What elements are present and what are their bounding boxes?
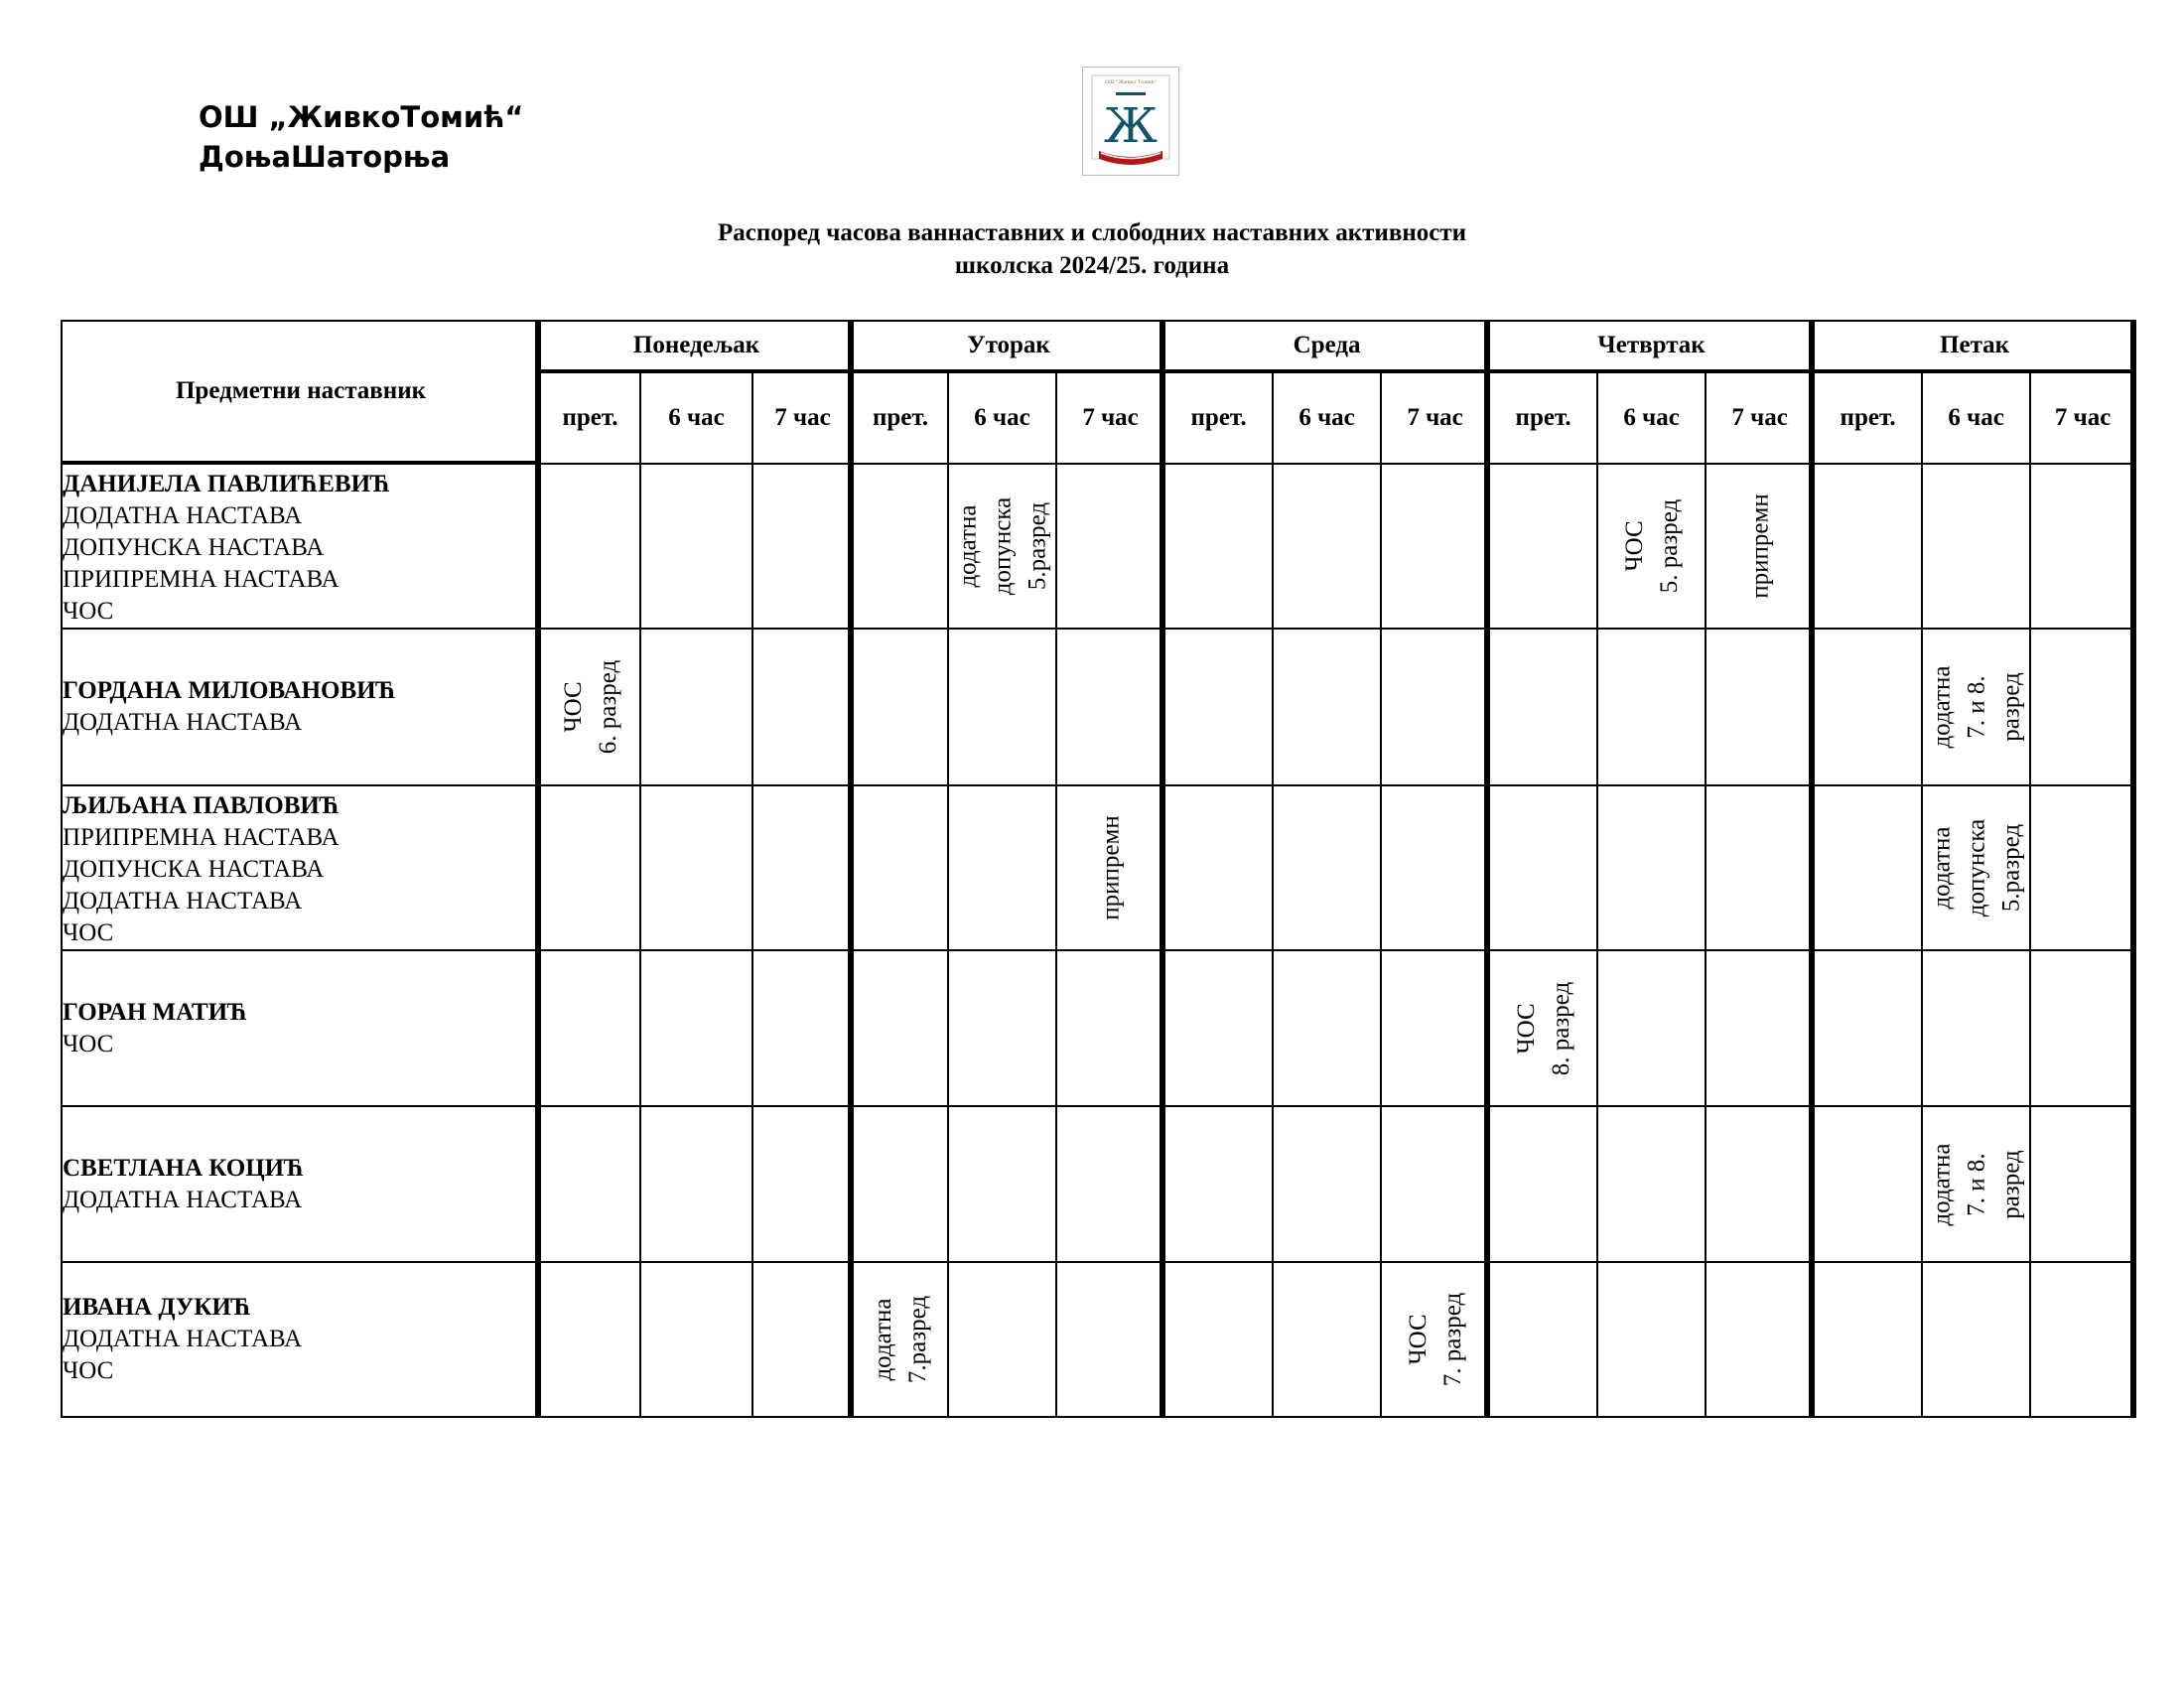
schedule-cell [1057, 1107, 1165, 1263]
teacher-activity: ДОДАТНА НАСТАВА [63, 888, 303, 914]
schedule-cell [1815, 951, 1923, 1107]
teacher-activity: ЧОС [63, 919, 114, 946]
period-header: 6 час [949, 373, 1057, 465]
schedule-cell [1598, 630, 1706, 786]
schedule-cell [2031, 1107, 2136, 1263]
school-name [199, 97, 524, 177]
teacher-activity: ДОДАТНА НАСТАВА [63, 1186, 303, 1213]
period-header: 6 час [1274, 373, 1382, 465]
schedule-entry-line: 8. разред [1547, 981, 1574, 1075]
schedule-entry-line: додатна [954, 504, 982, 588]
teacher-name: ИВАНА ДУКИЋ [63, 1294, 251, 1321]
schedule-cell [1057, 465, 1165, 630]
schedule-entry-line: ЧОС [1620, 520, 1648, 572]
schedule-cell [1274, 465, 1382, 630]
schedule-cell [854, 951, 949, 1107]
schedule-cell [1815, 1107, 1923, 1263]
schedule-cell [1490, 786, 1598, 951]
schedule-entry-line: 5. разред [1655, 498, 1683, 594]
schedule-entry-line: 5.разред [1997, 823, 2025, 913]
schedule-cell [1490, 1107, 1598, 1263]
schedule-cell [1274, 1107, 1382, 1263]
schedule-entry [1924, 1143, 2028, 1225]
day-header: Петак [1815, 322, 2136, 373]
schedule-cell [1382, 630, 1490, 786]
schedule-cell [541, 465, 641, 630]
schedule-entry-line: 6. разред [594, 659, 621, 755]
teacher-activity: ДОПУНСКА НАСТАВА [63, 534, 325, 561]
schedule-cell [753, 951, 854, 1107]
schedule-entry [1924, 819, 2028, 916]
schedule-cell [949, 951, 1057, 1107]
teacher-cell [63, 465, 541, 630]
teacher-activity: ЧОС [63, 1357, 114, 1384]
schedule-entry-line: 7.разред [904, 1295, 932, 1384]
schedule-entry-line: разред [1997, 672, 2025, 742]
schedule-cell [1923, 786, 2031, 951]
schedule-cell [1815, 465, 1923, 630]
schedule-cell [753, 1263, 854, 1418]
schedule-entry-line: припремн [1746, 493, 1774, 599]
schedule-cell [1490, 1263, 1598, 1418]
schedule-cell [1382, 1263, 1490, 1418]
schedule-cell [641, 465, 753, 630]
schedule-cell [1165, 465, 1274, 630]
schedule-cell [541, 1107, 641, 1263]
period-header: прет. [854, 373, 949, 465]
schedule-cell [1923, 1263, 2031, 1418]
teacher-activity: ДОПУНСКА НАСТАВА [63, 856, 325, 883]
schedule-cell [1274, 1263, 1382, 1418]
schedule-cell [2031, 630, 2136, 786]
schedule-cell [1490, 630, 1598, 786]
schedule-cell [1382, 951, 1490, 1107]
schedule-cell [1598, 951, 1706, 1107]
teacher-cell [63, 630, 541, 786]
period-header: 6 час [1598, 373, 1706, 465]
schedule-cell [1165, 1263, 1274, 1418]
schedule-cell [1274, 786, 1382, 951]
schedule-cell [1923, 951, 2031, 1107]
table-row [63, 786, 2136, 951]
schedule-entry-line: ЧОС [559, 681, 587, 733]
teacher-activity: ПРИПРЕМНА НАСТАВА [63, 824, 340, 851]
schedule-cell [541, 951, 641, 1107]
table-row [63, 630, 2136, 786]
schedule-cell [854, 1107, 949, 1263]
schedule-cell [1165, 951, 1274, 1107]
teacher-column-header: Предметни наставник [63, 322, 541, 465]
schedule-cell [1490, 465, 1598, 630]
table-row [63, 465, 2136, 630]
table-row [63, 1107, 2136, 1263]
schedule-cell [949, 1263, 1057, 1418]
schedule-entry-line: ЧОС [1404, 1314, 1432, 1365]
schedule-cell [1490, 951, 1598, 1107]
schedule-entry-line: 7. и 8. [1963, 1152, 1990, 1216]
day-header: Среда [1165, 322, 1490, 373]
schedule-cell [1382, 786, 1490, 951]
schedule-cell [1165, 786, 1274, 951]
schedule-entry [1401, 1293, 1470, 1386]
schedule-entry [1742, 493, 1777, 598]
teacher-activity: ЧОС [63, 1030, 114, 1057]
schedule-cell [1382, 465, 1490, 630]
schedule-cell [1706, 630, 1815, 786]
schedule-cell [949, 465, 1057, 630]
schedule-cell [1165, 1107, 1274, 1263]
schedule-cell [2031, 465, 2136, 630]
schedule-entry-line: припремн [1097, 815, 1125, 920]
schedule-entry-line: 7. разред [1438, 1292, 1466, 1387]
schedule-entry [1924, 665, 2028, 748]
schedule-entry-line: ЧОС [1512, 1002, 1540, 1055]
schedule-cell [1165, 630, 1274, 786]
schedule-cell [1274, 630, 1382, 786]
teacher-activity: ДОДАТНА НАСТАВА [63, 1326, 303, 1352]
schedule-table [61, 320, 2136, 1418]
schedule-entry-line: додатна [1928, 826, 1956, 910]
teacher-cell [63, 1263, 541, 1418]
title-line1: Распоред часова ваннаставних и слободних наставних активности [717, 219, 1467, 246]
schedule-cell [1815, 630, 1923, 786]
schedule-entry-line: 5.разред [1024, 501, 1051, 591]
schedule-cell [854, 630, 949, 786]
schedule-cell [1815, 786, 1923, 951]
period-header: 7 час [2031, 373, 2136, 465]
schedule-cell [1923, 1107, 2031, 1263]
schedule-cell [641, 786, 753, 951]
teacher-name: ГОРДАНА МИЛОВАНОВИЋ [63, 677, 396, 704]
schedule-entry-line: допунска [1963, 818, 1990, 917]
teacher-cell [63, 1107, 541, 1263]
school-name-line2: ДоњаШаторња [199, 140, 451, 174]
day-header: Четвртак [1490, 322, 1815, 373]
schedule-cell [641, 1107, 753, 1263]
teacher-activity: ЧОС [63, 598, 114, 625]
schedule-cell [1706, 786, 1815, 951]
schedule-cell [1598, 1263, 1706, 1418]
school-name-line1: ОШ „ЖивкоТомић“ [199, 100, 524, 134]
schedule-cell [753, 786, 854, 951]
schedule-cell [854, 786, 949, 951]
schedule-cell [753, 1107, 854, 1263]
schedule-entry [1617, 499, 1687, 593]
schedule-cell [1706, 1263, 1815, 1418]
schedule-cell [949, 1107, 1057, 1263]
teacher-activity: ДОДАТНА НАСТАВА [63, 709, 303, 736]
schedule-entry-line: допунска [989, 496, 1017, 596]
teacher-name: ГОРАН МАТИЋ [63, 998, 248, 1026]
schedule-cell [1706, 951, 1815, 1107]
schedule-cell [1706, 465, 1815, 630]
schedule-cell [1057, 1263, 1165, 1418]
day-header: Понедељак [541, 322, 854, 373]
schedule-cell [641, 951, 753, 1107]
schedule-cell [641, 630, 753, 786]
period-header: 6 час [641, 373, 753, 465]
period-header: прет. [1815, 373, 1923, 465]
schedule-cell [1598, 465, 1706, 630]
schedule-entry-line: додатна [870, 1298, 897, 1381]
document-title [0, 216, 2184, 282]
schedule-cell [641, 1263, 753, 1418]
schedule-cell [1382, 1107, 1490, 1263]
schedule-entry-line: 7. и 8. [1963, 675, 1990, 739]
schedule-cell [1598, 786, 1706, 951]
schedule-cell [1923, 465, 2031, 630]
schedule-cell [541, 786, 641, 951]
period-header: 7 час [1706, 373, 1815, 465]
period-header: 7 час [1382, 373, 1490, 465]
teacher-activity: ДОДАТНА НАСТАВА [63, 502, 303, 529]
schedule-cell [854, 465, 949, 630]
teacher-name: СВЕТЛАНА КОЦИЋ [63, 1154, 305, 1182]
schedule-cell [1923, 630, 2031, 786]
teacher-cell [63, 786, 541, 951]
schedule-cell [753, 465, 854, 630]
schedule-cell [541, 630, 641, 786]
period-header: прет. [1165, 373, 1274, 465]
schedule-entry [556, 660, 625, 754]
schedule-cell [1057, 630, 1165, 786]
school-logo [1082, 67, 1179, 176]
schedule-cell [1057, 951, 1165, 1107]
title-line2: школска 2024/25. година [954, 252, 1230, 279]
period-header: прет. [1490, 373, 1598, 465]
schedule-entry [950, 497, 1054, 595]
period-header: 6 час [1923, 373, 2031, 465]
schedule-cell [1274, 951, 1382, 1107]
schedule-cell [949, 786, 1057, 951]
schedule-cell [2031, 1263, 2136, 1418]
teacher-name: ДАНИЈЕЛА ПАВЛИЋЕВИЋ [63, 471, 391, 497]
table-row [63, 951, 2136, 1107]
teacher-activity: ПРИПРЕМНА НАСТАВА [63, 566, 340, 593]
schedule-cell [541, 1263, 641, 1418]
schedule-entry [1093, 815, 1128, 919]
schedule-cell [1057, 786, 1165, 951]
day-header: Уторак [854, 322, 1165, 373]
schedule-entry [1509, 981, 1578, 1074]
schedule-cell [1815, 1263, 1923, 1418]
schedule-cell [753, 630, 854, 786]
schedule-entry-line: додатна [1928, 1142, 1956, 1226]
schedule-entry [866, 1296, 935, 1383]
schedule-cell [949, 630, 1057, 786]
logo-letter: Ж [1104, 98, 1158, 154]
teacher-name: ЉИЉАНА ПАВЛОВИЋ [63, 792, 340, 819]
period-header: прет. [541, 373, 641, 465]
schedule-cell [854, 1263, 949, 1418]
schedule-cell [2031, 786, 2136, 951]
schedule-cell [1706, 1107, 1815, 1263]
table-row [63, 1263, 2136, 1418]
logo-caption: ОШ "Живко Томић" [1104, 79, 1158, 85]
teacher-cell [63, 951, 541, 1107]
period-header: 7 час [1057, 373, 1165, 465]
schedule-entry-line: додатна [1928, 665, 1956, 749]
schedule-entry-line: разред [1997, 1149, 2025, 1219]
period-header: 7 час [753, 373, 854, 465]
schedule-cell [2031, 951, 2136, 1107]
school-logo-icon [1083, 68, 1178, 175]
schedule-cell [1598, 1107, 1706, 1263]
